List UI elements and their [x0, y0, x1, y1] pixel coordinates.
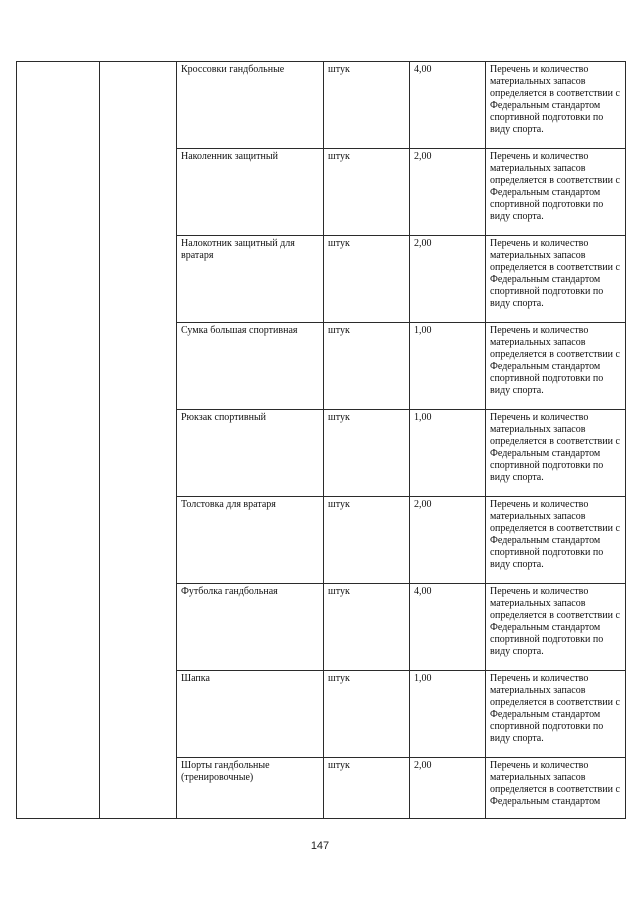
quantity-cell: 2,00	[410, 758, 486, 819]
item-name-cell: Толстовка для вратаря	[177, 497, 324, 584]
item-name-cell: Футболка гандбольная	[177, 584, 324, 671]
quantity-cell: 4,00	[410, 62, 486, 149]
quantity-cell: 1,00	[410, 410, 486, 497]
unit-cell: штук	[324, 323, 410, 410]
item-name-cell: Кроссовки гандбольные	[177, 62, 324, 149]
item-name-cell: Сумка большая спортивная	[177, 323, 324, 410]
quantity-cell: 4,00	[410, 584, 486, 671]
item-name-cell: Наколенник защитный	[177, 149, 324, 236]
item-name-cell: Шапка	[177, 671, 324, 758]
note-cell: Перечень и количество материальных запасов определяется в соответствии с Федеральным стандартом спортивной подготовки по виду спорта.	[486, 497, 626, 584]
unit-cell: штук	[324, 671, 410, 758]
unit-cell: штук	[324, 758, 410, 819]
unit-cell: штук	[324, 497, 410, 584]
quantity-cell: 1,00	[410, 323, 486, 410]
quantity-cell: 2,00	[410, 236, 486, 323]
quantity-cell: 2,00	[410, 497, 486, 584]
item-name-cell: Рюкзак спортивный	[177, 410, 324, 497]
item-name-cell: Налокотник защитный для вратаря	[177, 236, 324, 323]
unit-cell: штук	[324, 149, 410, 236]
category-cell	[17, 62, 100, 819]
unit-cell: штук	[324, 410, 410, 497]
note-cell: Перечень и количество материальных запасов определяется в соответствии с Федеральным стандартом спортивной подготовки по виду спорта.	[486, 149, 626, 236]
table-row	[17, 62, 626, 149]
subcategory-cell	[100, 62, 177, 819]
table-body	[17, 62, 626, 819]
page-number: 147	[310, 840, 330, 852]
unit-cell: штук	[324, 236, 410, 323]
unit-cell: штук	[324, 62, 410, 149]
equipment-table	[16, 61, 626, 819]
note-cell: Перечень и количество материальных запасов определяется в соответствии с Федеральным стандартом	[486, 758, 626, 819]
quantity-cell: 1,00	[410, 671, 486, 758]
note-cell: Перечень и количество материальных запасов определяется в соответствии с Федеральным стандартом спортивной подготовки по виду спорта.	[486, 62, 626, 149]
note-cell: Перечень и количество материальных запасов определяется в соответствии с Федеральным стандартом спортивной подготовки по виду спорта.	[486, 410, 626, 497]
item-name-cell: Шорты гандбольные (тренировочные)	[177, 758, 324, 819]
quantity-cell: 2,00	[410, 149, 486, 236]
note-cell: Перечень и количество материальных запасов определяется в соответствии с Федеральным стандартом спортивной подготовки по виду спорта.	[486, 236, 626, 323]
note-cell: Перечень и количество материальных запасов определяется в соответствии с Федеральным стандартом спортивной подготовки по виду спорта.	[486, 584, 626, 671]
note-cell: Перечень и количество материальных запасов определяется в соответствии с Федеральным стандартом спортивной подготовки по виду спорта.	[486, 323, 626, 410]
note-cell: Перечень и количество материальных запасов определяется в соответствии с Федеральным стандартом спортивной подготовки по виду спорта.	[486, 671, 626, 758]
unit-cell: штук	[324, 584, 410, 671]
